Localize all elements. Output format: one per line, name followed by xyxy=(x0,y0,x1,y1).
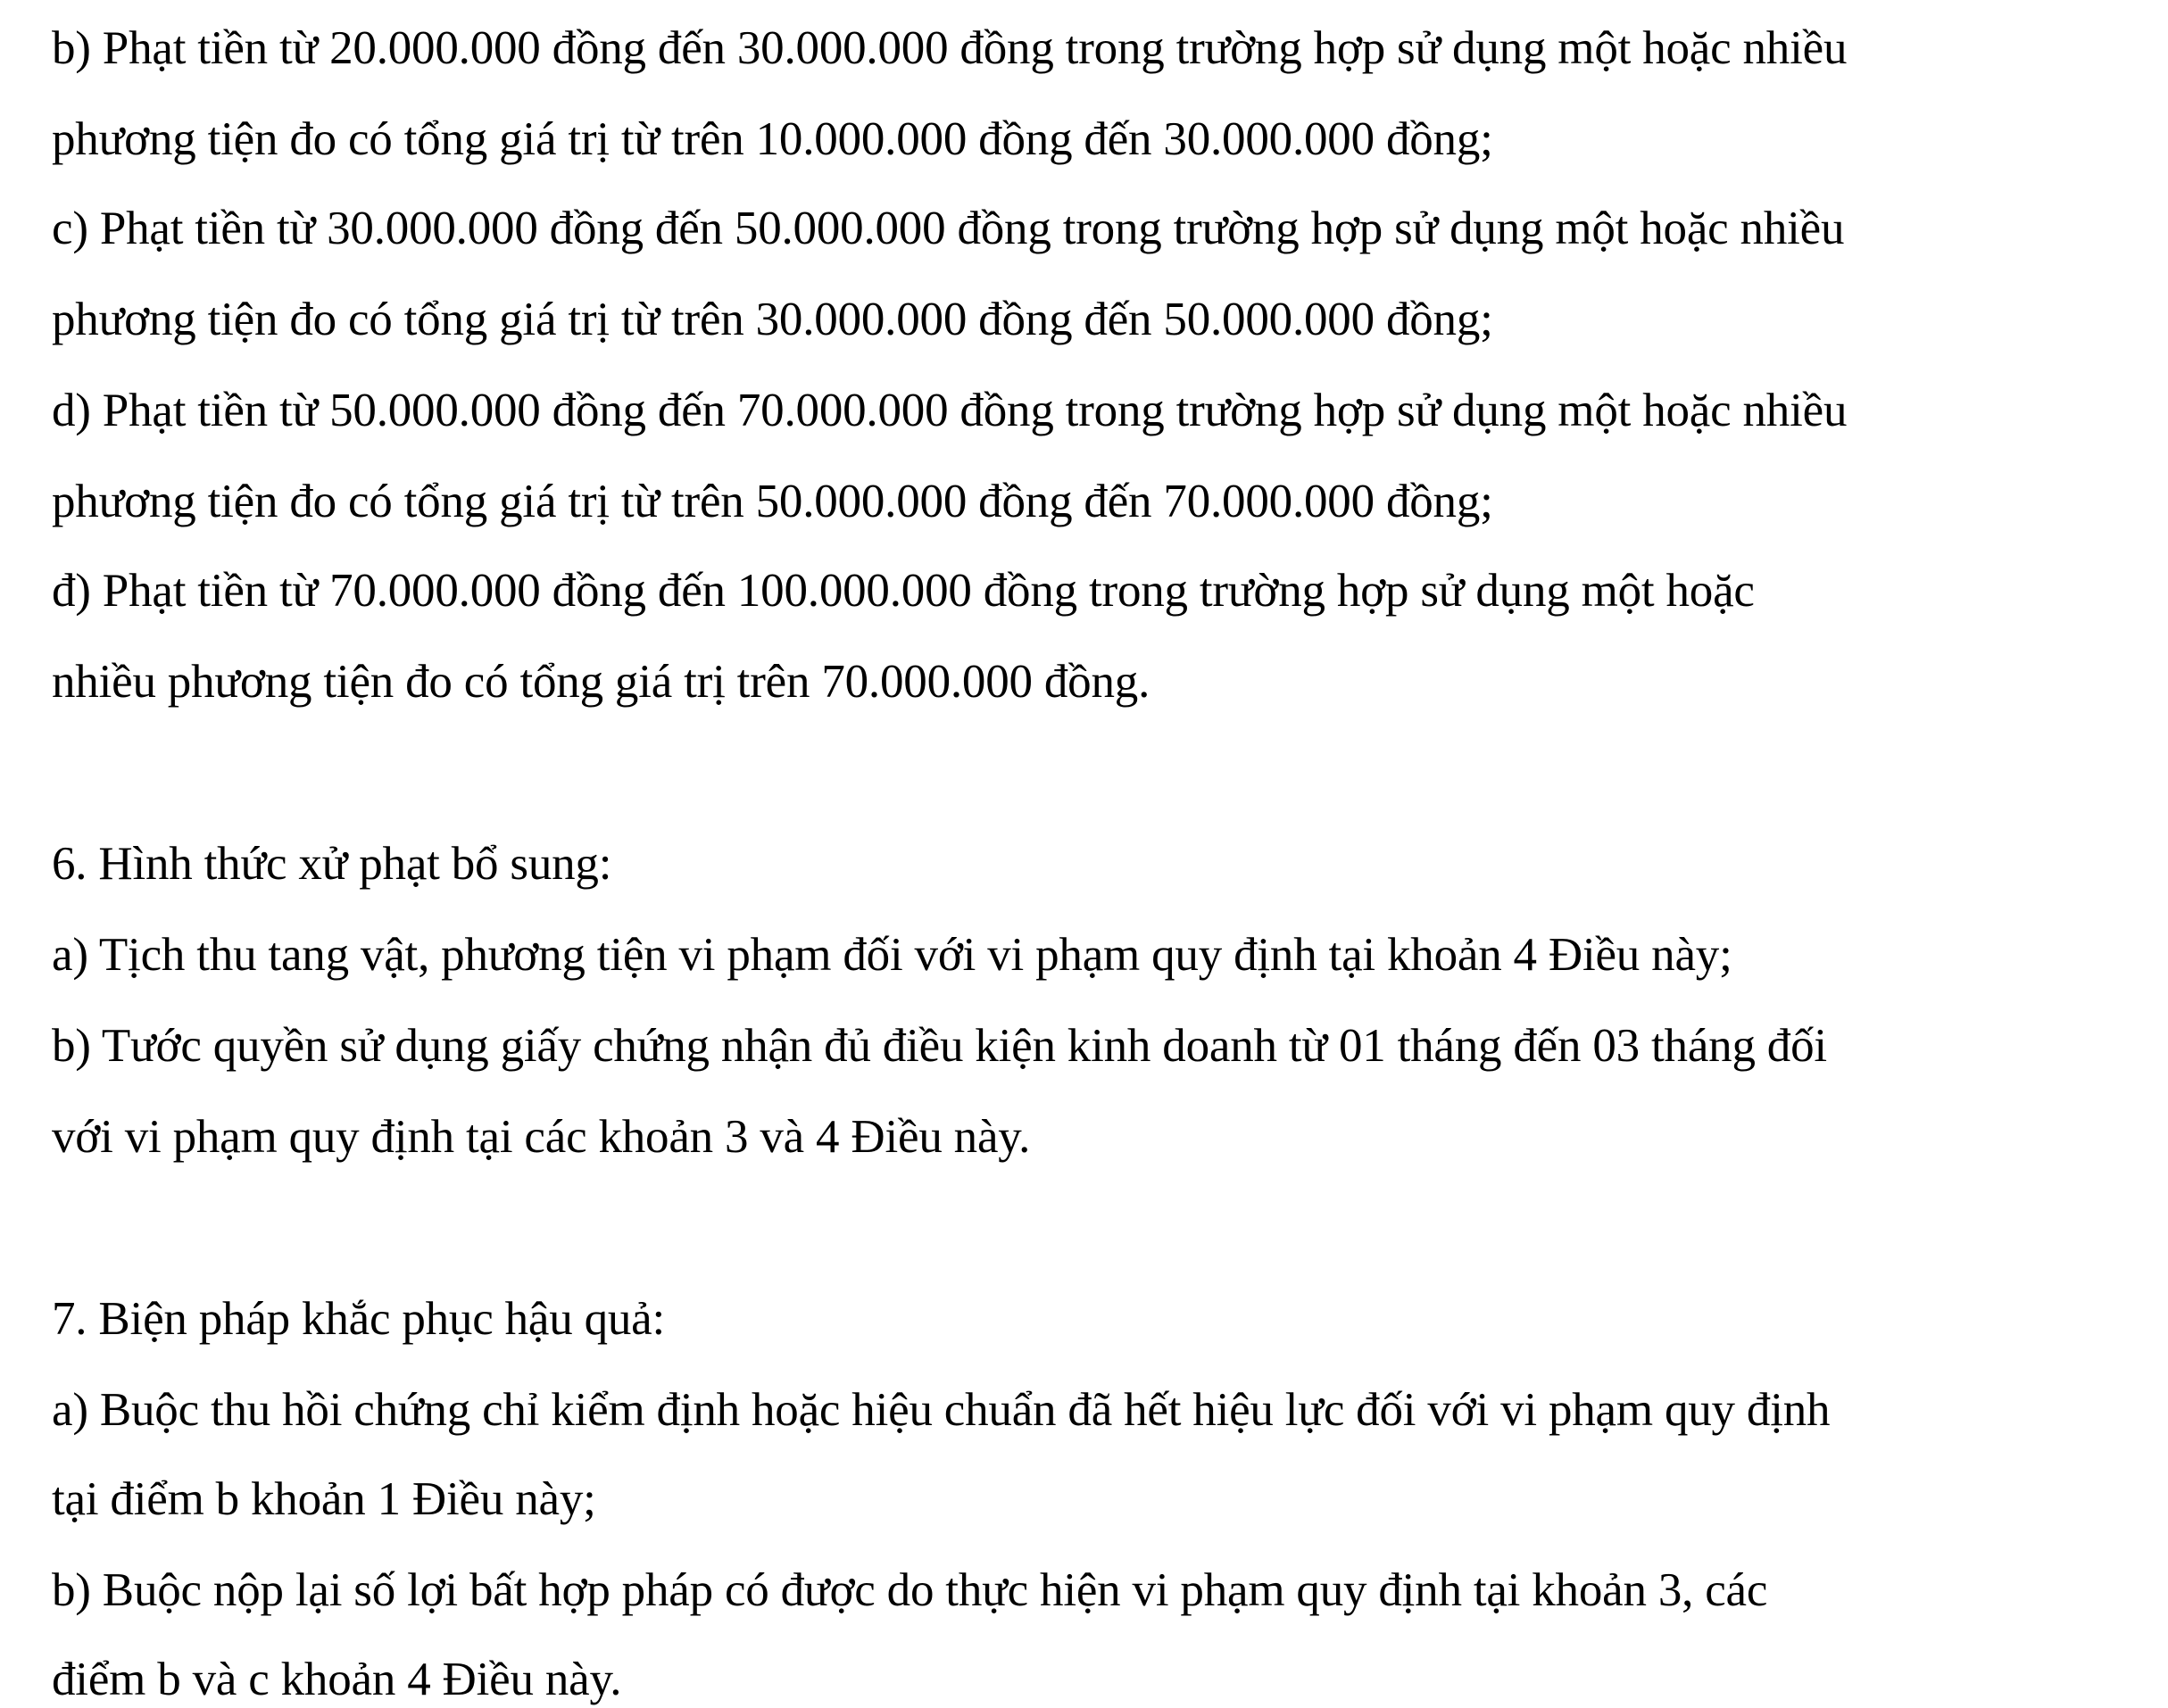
item-6a-line-1: a) Tịch thu tang vật, phương tiện vi phạm đối với vi phạm quy định tại khoản 4 Điều này; xyxy=(52,929,1732,981)
item-5dd-line-2: nhiều phương tiện đo có tổng giá trị trên 70.000.000 đồng. xyxy=(52,656,1150,708)
item-7a-line-2: tại điểm b khoản 1 Điều này; xyxy=(52,1473,596,1525)
item-7b-line-2: điểm b và c khoản 4 Điều này. xyxy=(52,1654,622,1705)
item-5b-line-1: b) Phạt tiền từ 20.000.000 đồng đến 30.000.000 đồng trong trường hợp sử dụng một hoặc nhiều xyxy=(52,22,1848,74)
section-6-heading: 6. Hình thức xử phạt bổ sung: xyxy=(52,838,612,890)
item-5c-line-2: phương tiện đo có tổng giá trị từ trên 30.000.000 đồng đến 50.000.000 đồng; xyxy=(52,294,1493,345)
item-5d-line-2: phương tiện đo có tổng giá trị từ trên 50.000.000 đồng đến 70.000.000 đồng; xyxy=(52,476,1493,527)
section-7-heading: 7. Biện pháp khắc phục hậu quả: xyxy=(52,1293,666,1345)
item-5d-line-1: d) Phạt tiền từ 50.000.000 đồng đến 70.000.000 đồng trong trường hợp sử dụng một hoặc nhiều xyxy=(52,385,1848,436)
item-7b-line-1: b) Buộc nộp lại số lợi bất hợp pháp có được do thực hiện vi phạm quy định tại khoản 3, các xyxy=(52,1564,1768,1616)
item-5b-line-2: phương tiện đo có tổng giá trị từ trên 10.000.000 đồng đến 30.000.000 đồng; xyxy=(52,113,1493,165)
item-6b-line-2: với vi phạm quy định tại các khoản 3 và 4 Điều này. xyxy=(52,1111,1031,1163)
item-6b-line-1: b) Tước quyền sử dụng giấy chứng nhận đủ điều kiện kinh doanh từ 01 tháng đến 03 tháng đối xyxy=(52,1020,1827,1072)
item-7a-line-1: a) Buộc thu hồi chứng chỉ kiểm định hoặc hiệu chuẩn đã hết hiệu lực đối với vi phạm quy định xyxy=(52,1384,1831,1436)
item-5dd-line-1: đ) Phạt tiền từ 70.000.000 đồng đến 100.000.000 đồng trong trường hợp sử dụng một hoặc xyxy=(52,565,1755,617)
item-5c-line-1: c) Phạt tiền từ 30.000.000 đồng đến 50.000.000 đồng trong trường hợp sử dụng một hoặc nhiều xyxy=(52,203,1845,254)
